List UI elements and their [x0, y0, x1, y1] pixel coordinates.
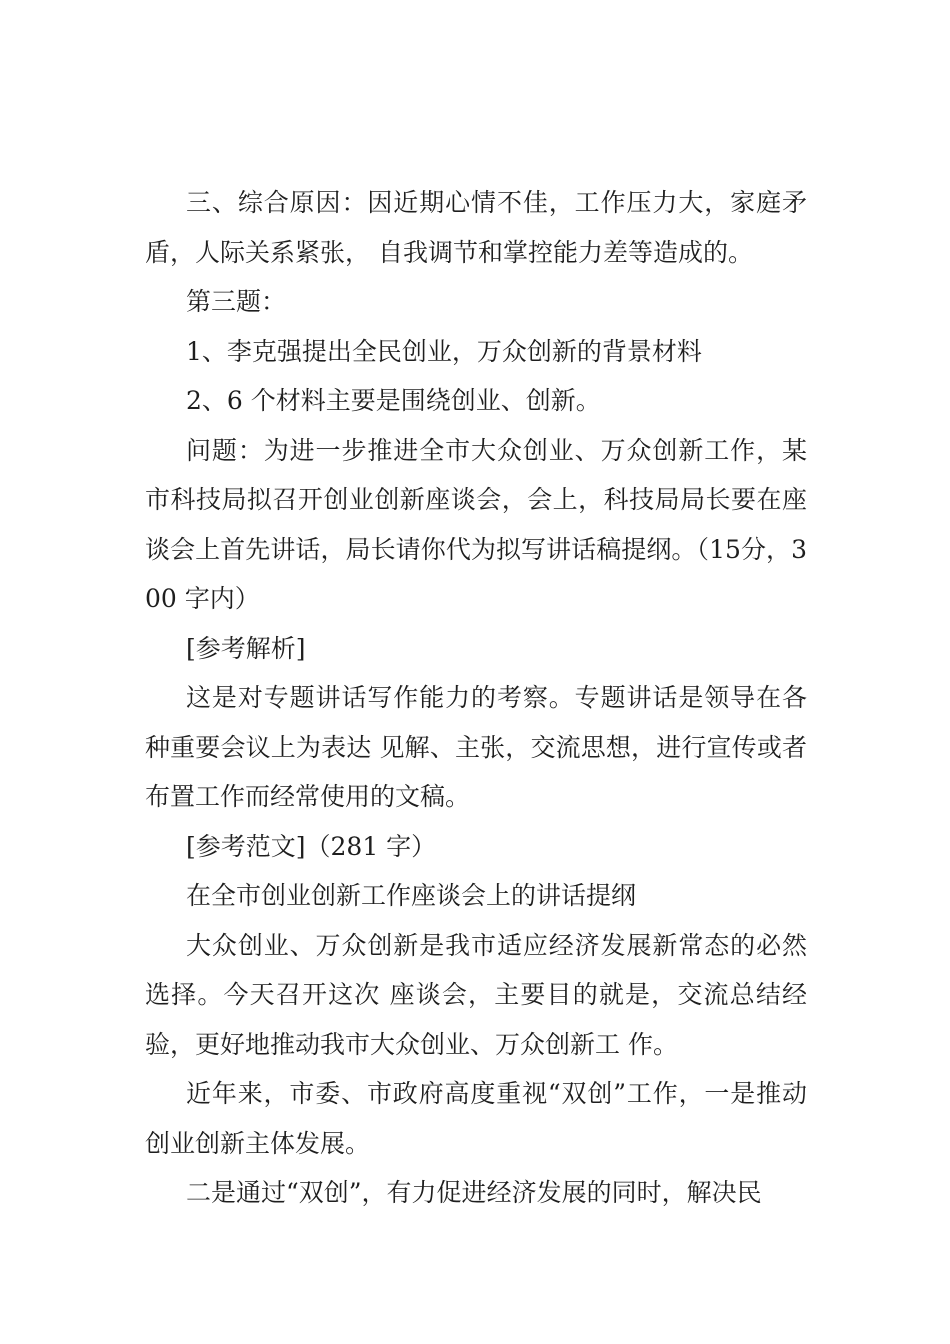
paragraph-question: 问题：为进一步推进全市大众创业、万众创新工作，某市科技局拟召开创业创新座谈会，会上，科技局局长要在座谈会上首先讲话，局长请你代为拟写讲话稿提纲。（15分，300 字内）: [145, 435, 807, 613]
paragraph-speech-intro: 大众创业、万众创新是我市适应经济发展新常态的必然选择。今天召开这次 座谈会，主要目的就是，交流总结经验，更好地推动我市大众创业、万众创新工 作。: [145, 930, 807, 1059]
paragraph-speech-title: 在全市创业创新工作座谈会上的讲话提纲: [186, 881, 637, 910]
paragraph-item-2: 2、6 个材料主要是围绕创业、创新。: [186, 386, 601, 415]
paragraph-speech-point-1: 近年来，市委、市政府高度重视“双创”工作，一是推动创业创新主体发展。: [145, 1079, 807, 1158]
document-body: [145, 178, 807, 1218]
paragraph-analysis-text: 这是对专题讲话写作能力的考察。专题讲话是领导在各种重要会议上为表达 见解、主张，交流思想，进行宣传或者布置工作而经常使用的文稿。: [145, 683, 807, 811]
paragraph-comprehensive-reason: 三、综合原因：因近期心情不佳，工作压力大，家庭矛盾，人际关系紧张， 自我调节和掌控能力差等造成的。: [145, 188, 807, 267]
paragraph-reference-sample-heading: [参考范文]（281 字）: [186, 831, 437, 861]
paragraph-speech-point-2: 二是通过“双创”，有力促进经济发展的同时，解决民: [186, 1178, 762, 1207]
paragraph-question-three-heading: 第三题：: [186, 287, 287, 316]
paragraph-item-1: 1、李克强提出全民创业，万众创新的背景材料: [186, 336, 702, 366]
paragraph-reference-analysis-heading: [参考解析]: [186, 633, 306, 663]
